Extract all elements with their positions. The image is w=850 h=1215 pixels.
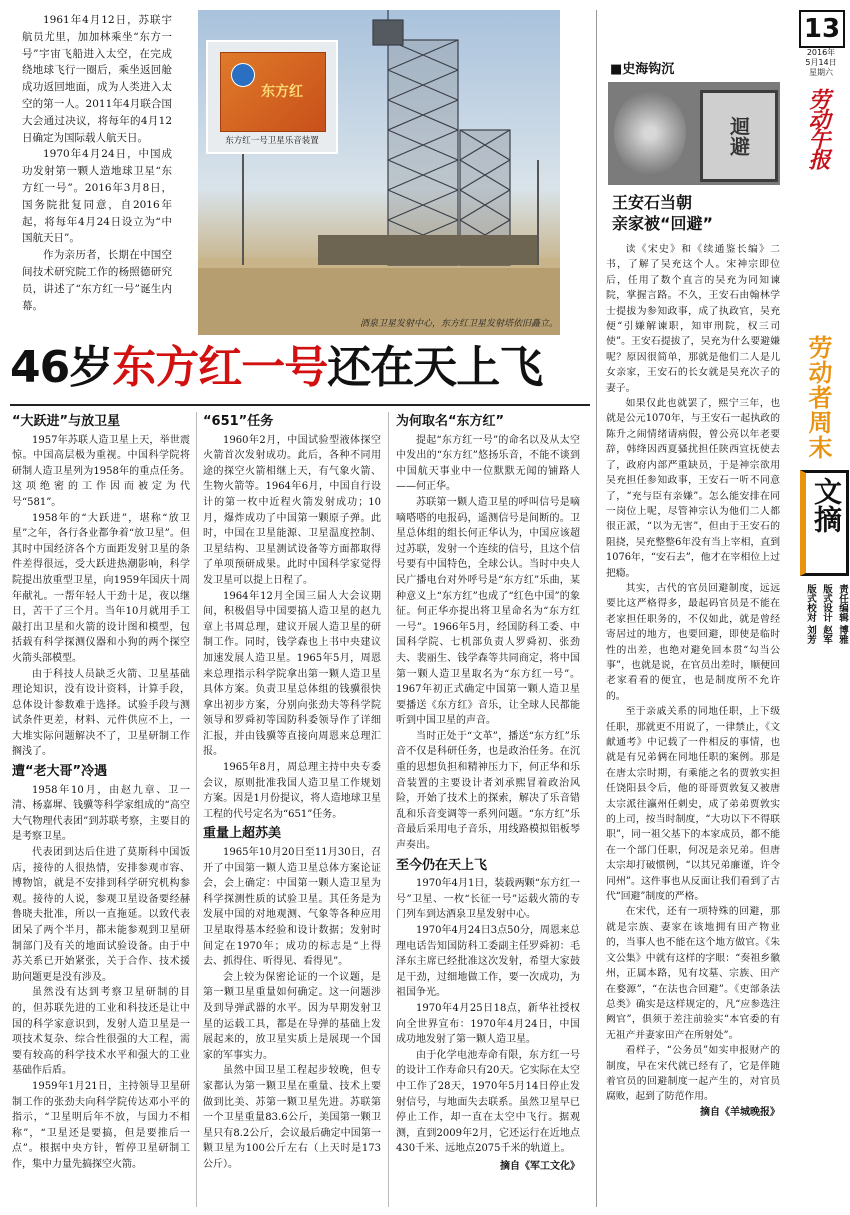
plaque-sign bbox=[700, 90, 778, 182]
paragraph: 读《宋史》和《续通鉴长编》二书，了解了吴充这个人。宋神宗即位后，任用了数个直言的吴充为同知谏院，掌握言路。不久，王安石由翰林学士提拔为参知政事，成了执政官，吴充便“引嫌解谏职，知审刑院，权三司使”。王安石提拔了，吴充为什么要避嫌呢？原因很简单，那就是他们二人是儿女亲家，王安石的长女就是吴充次子的妻子。 bbox=[606, 244, 780, 394]
photo-caption: 酒泉卫星发射中心，东方红卫星发射塔依旧矗立。 bbox=[359, 319, 558, 329]
paragraph: 1965年8月，周总理主持中央专委会议，原则批准我国人造卫星工作规划方案。因是1月份提议，将人造地球卫星工程的代号定名为“651”任务。 bbox=[203, 762, 381, 820]
paragraph: 1958年10月，由赵九章、卫一清、杨嘉墀、钱骥等科学家组成的“高空大气物理代表团”到苏联考察，主要目的是考察卫星。 bbox=[12, 784, 190, 843]
article-column-4 bbox=[606, 242, 780, 1120]
column-divider bbox=[388, 412, 389, 1207]
paragraph: 如果仅此也就罢了，熙宁三年，也就是公元1070年，与王安石一起执政的陈升之闹情绪请病假，曾公亮以年老要辞，韩绛因西夏骚扰担任陕西宣抚使去了，政府内部严重缺员，于是神宗欲用吴充担任参知政事，王安石一听不同意了，“充与臣有亲嫌”。怎么能安排在同一岗位上呢，尽管神宗认为他们二人都很正派，“以为无害”，但由于王安石的阻挠，吴充整整6年没有当上宰相，直到1076年，“安石去”，他才在宰相位上过把瘾。 bbox=[606, 398, 780, 579]
inset-caption: 东方红一号卫星乐音装置 bbox=[225, 136, 319, 146]
paragraph: 由于化学电池寿命有限，东方红一号的设计工作寿命只有20天。它实际在太空中工作了28天，1970年5月14日停止发射信号，与地面失去联系。虽然卫星早已停止工作，却一直在太空中飞行。据观测，直到2009年2月，它还运行在近地点430千米、远地点2075千米的轨道上。 bbox=[396, 1049, 580, 1155]
inset-photo bbox=[206, 40, 338, 154]
credit-line: 责任编辑 博雅 bbox=[837, 584, 848, 645]
music-device-box bbox=[220, 52, 326, 132]
headline-part: 46岁 bbox=[10, 342, 113, 393]
article-column-3 bbox=[396, 410, 580, 1175]
paragraph: 至于亲戚关系的同地任职，上下级任职，那就更不用说了，一律禁止，《文献通考》中记载了一件相反的事情，也就是有兄弟俩在同地任职的案例。那是在唐太宗时期，有乘能之名的贾敦实担任饶阳县令后，他的哥哥贾敦复又被唐太宗派往瀛州任刺史，成了弟弟贾敦实的上司，按当时制度，“大功以下不得联职”，同一祖父基下的本家成员，都不能在一个部门任职，何况是亲兄弟。但唐太宗却打破惯例，“以其兄弟廉谨，许令同州”。这件事也从反面让我们看到了古代“回避”制度的严格。 bbox=[606, 706, 780, 903]
section-sub: 文摘 bbox=[810, 477, 843, 533]
paragraph: 看样子，“公务员”如实申报财产的制度，早在宋代就已经有了，它是伴随着官员的回避制度一起产生的，对官员腐败，起到了防范作用。 bbox=[606, 1045, 780, 1103]
paragraph: 提起“东方红一号”的命名以及从太空中发出的“东方红”悠扬乐音，不能不谈到中国航天事业中一位默默无闻的铺路人——何正华。 bbox=[396, 434, 580, 493]
paragraph: 1964年12月全国三届人大会议期间，积极倡导中国要搞人造卫星的赵九章上书周总理，建议开展人造卫星的研制工作。同时，钱学森也上书中央建议加速发展人造卫星。1965年5月，周恩来总理指示科学院拿出第一颗人造卫星具体方案。负责卫星总体组的钱骥很快拿出初步方案，分别向张劲夫等科学院领导和罗舜初等国防科委领导作了详细汇报，并由钱骥等直接向周恩来总理汇报。 bbox=[203, 590, 381, 758]
paragraph: 1970年4月24日3点50分，周恩来总理电话告知国防科工委副主任罗舜初：毛泽东主席已经批准这次发射，希望大家鼓足干劲，过细地做工作，要一次成功，为祖国争光。 bbox=[396, 925, 580, 999]
paragraph: 当时正处于“文革”，播送“东方红”乐音不仅是科研任务，也是政治任务。在沉重的思想负担和精神压力下，何正华和乐音装置的主要设计者刘承熙冒着政治风险，开始了技术上的探索，解决了乐音错乱和乐音变调等一系列问题。“东方红”乐音最后采用电子音乐，用线路模拟铝板琴声奏出。 bbox=[396, 730, 580, 852]
intro-paragraph: 作为亲历者，长期在中国空间技术研究院工作的杨照德研究员，讲述了“东方红一号”诞生内幕。 bbox=[22, 249, 172, 312]
launch-tower-photo bbox=[198, 10, 560, 335]
subheading: 遭“老大哥”冷遇 bbox=[12, 764, 108, 780]
paragraph: 1958年的“大跃进”，堪称“放卫星”之年，各行各业都争着“放卫星”。但其时中国经济各个方面距发射卫星的条件差得很远，受大跃进热潮影响，科学院提出放重型卫星，向1959年国庆十周年献礼。一帮年轻人干劲十足，夜以继日，苦干了三个月。当年10月就用手工敲打出卫星和火箭的设计图和模型，包括载有科学探测仪器和小狗的两个探空火箭头部模型。 bbox=[12, 512, 190, 664]
article-column-2 bbox=[203, 410, 381, 1173]
credit-line: 版式校对 刘芳 bbox=[805, 584, 816, 645]
headline-part: 还在天上飞 bbox=[327, 342, 543, 393]
section-name: 劳动者周末 bbox=[804, 335, 832, 460]
column-divider bbox=[596, 10, 597, 1207]
paragraph: 1970年4月25日18点，新华社授权向全世界宣布：1970年4月24日，中国成功地发射了第一颗人造卫星。 bbox=[396, 1002, 580, 1046]
headline-rule bbox=[10, 404, 590, 406]
source-credit: 摘自《羊城晚报》 bbox=[700, 1106, 780, 1118]
page-number: 13 bbox=[799, 10, 845, 48]
paragraph: 虽然没有达到考察卫星研制的目的，但苏联先进的工业和科技还是让中国的科学家意识到，发射人造卫星是一项技术复杂、综合性很强的大工程，需要有较高的科学技术水平和强大的工业基础作后盾。 bbox=[12, 987, 190, 1077]
plaque-text: 迴避 bbox=[726, 116, 751, 156]
paragraph: 由于科技人员缺乏火箭、卫星基础理论知识，没有设计资料，计算手段，总体设计参数难于选择。试验手段与测试条件更差，材料、元件供应不上，一大堆实际问题解决不了，卫星研制工作搁浅了。 bbox=[12, 668, 190, 758]
section-sub-box bbox=[800, 470, 849, 576]
column-divider bbox=[196, 412, 197, 1207]
device-emblem-icon bbox=[231, 63, 255, 87]
subheading: 重量上超苏美 bbox=[203, 826, 282, 842]
paragraph: 1957年苏联人造卫星上天，举世震惊。中国高层极为重视。中国科学院将研制人造卫星列为1958年的重点任务。这项绝密的工作因而被定为代号“581”。 bbox=[12, 434, 190, 508]
date-weekday: 星期六 bbox=[809, 68, 833, 77]
newspaper-logo: 劳动午报 bbox=[805, 88, 831, 168]
credit-line: 版式设计 赵军 bbox=[821, 584, 832, 645]
subheading: “651”任务 bbox=[203, 414, 274, 429]
paragraph: 1970年4月1日，装载两颗“东方红一号”卫星、一枚“长征一号”运载火箭的专门列车到达酒泉卫星发射中心。 bbox=[396, 878, 580, 921]
article-column-1 bbox=[12, 410, 190, 1173]
issue-date bbox=[797, 48, 845, 78]
paragraph: 1965年10月20日至11月30日，召开了中国第一颗人造卫星总体方案论证会，会上确定：中国第一颗人造卫星为科学探测性质的试验卫星。其任务是为发展中国的对地观测、气象等各种应用卫星取得基本经验和设计数据；发射时间定在1970年；成功的标志是“上得去、抓得住、听得见、看得见”。 bbox=[203, 847, 381, 968]
date-day: 5月14日 bbox=[805, 58, 837, 67]
date-year: 2016年 bbox=[806, 48, 836, 57]
door-knocker-icon bbox=[614, 90, 686, 176]
plaque-photo bbox=[608, 82, 780, 185]
headline bbox=[10, 338, 590, 400]
paragraph: 1960年2月，中国试验型液体探空火箭首次发射成功。此后，各种不同用途的探空火箭相继上天，有气象火箭、生物火箭等。1964年6月，中国自行设计的第一枚中近程火箭发射成功；10月，爆炸成功了中国第一颗原子弹。此时，中国在卫星能源、卫星温度控制、卫星结构、卫星测试设备等方面都取得了单项预研成果。此时中国科学家觉得发卫星可以提上日程了。 bbox=[203, 434, 381, 586]
intro-paragraph: 1961年4月12日，苏联宇航员尤里，加加林乘坐“东方一号”宇宙飞船进入太空，在完成绕地球飞行一圈后，乘坐返回舱成功返回地面，成为人类进入太空的第一人。2011年4月联合国大会通过决议，将每年的4月12日确定为国际载人航天日。 bbox=[22, 14, 172, 144]
story-title-line: 王安石当朝 bbox=[612, 193, 693, 212]
subheading: “大跃进”与放卫星 bbox=[12, 414, 121, 429]
paragraph: 1959年1月21日，主持领导卫星研制工作的张劲夫向科学院传达邓小平的指示，“卫星明后年不放，与国力不相称”，“卫星还是要搞，但是要推后一点”。根据中央方针，暂停卫星研制工作，集中力量先搞探空火箭。 bbox=[12, 1080, 190, 1170]
masthead-strip bbox=[795, 0, 850, 1215]
intro-text bbox=[22, 12, 172, 314]
paragraph: 其实，古代的官员回避制度，远远要比这严格得多，最起码官员是不能在老家担任职务的，不仅如此，就是曾经寄居过的地方，也要回避，即使是临时性的出差，也绝对避免回本贯“勾当公事”，也就是说，在官员出差时，顺便回老家看看的便宜，也是制度所不允许的。 bbox=[606, 582, 780, 702]
paragraph: 会上较为保密论证的一个议题，是第一颗卫星重量如何确定。这一问题涉及到导弹武器的水平。因为早期发射卫星的运载工具，都是在导弹的基础上发展起来的，放卫星实质上是展现一个国家的军事实力。 bbox=[203, 971, 381, 1061]
paragraph: 虽然中国卫星工程起步较晚，但专家都认为第一颗卫星在重量、技术上要做到比美、苏第一颗卫星先进。苏联第一个卫星重量83.6公斤，美国第一颗卫星只有8.2公斤，会议最后确定中国第一颗卫星为100公斤左右（上天时是173公斤）。 bbox=[203, 1065, 381, 1170]
inset-device-text: 东方红 bbox=[261, 84, 303, 100]
section-tag: ■史海钩沉 bbox=[610, 62, 675, 77]
credits bbox=[803, 584, 849, 674]
paragraph: 在宋代，还有一项特殊的回避，那就是宗族、妻家在该地拥有田产物业的，当事人也不能在这个地方做官。《朱文公集》中就有这样的字眼：“奏祖乡徽州，正属本路，见有坟墓、宗族、田产在婺源”，“在法也合回避”。《吏部条法总类》确实是这样规定的，凡“应参选注阙官”，俱须于差注前验实“本官委的有无祖产并妻家田产在所射处”。 bbox=[606, 906, 780, 1041]
headline-highlight: 东方红一号 bbox=[112, 342, 328, 393]
story-title bbox=[612, 192, 787, 234]
paragraph: 代表团到达后住进了莫斯科中国饭店，接待的人很热情，安排参观市容、博物馆，就是不安排到科学研究机构参观。接待的人说，参观卫星设备要经赫鲁晓夫批准，所以一直拖延。以致代表团呆了两个半月，都未能参观到卫星研制部门及有关的地面试验设备。由于中苏关系已开始紧张，关于合作、技术援助问题更是没有涉及。 bbox=[12, 847, 190, 983]
intro-paragraph: 1970年4月24日，中国成功发射第一颗人造地球卫星“东方红一号”。2016年3月8日，国务院批复同意，自2016年起，将每年4月24日设立为“中国航天日”。 bbox=[22, 148, 172, 245]
source-credit: 摘自《军工文化》 bbox=[500, 1160, 580, 1172]
story-title-line: 亲家被“回避” bbox=[612, 214, 714, 233]
subheading: 为何取名“东方红” bbox=[396, 414, 505, 429]
subheading: 至今仍在天上飞 bbox=[396, 857, 488, 873]
paragraph: 苏联第一颗人造卫星的呼叫信号是嘀嘀嗒嗒的电报码，遥测信号是间断的。卫星总体组的组长何正华认为，中国应该超过苏联，发射一个连续的信号，且这个信号要有中国特色，全球公认。当时中央人民广播电台对外呼号是“东方红”乐曲，某种意义上“东方红”也成了“红色中国”的象征。何正华亦提出将卫星命名为“东方红一号”。1966年5月，经国防科工委、中国科学院、七机部负责人罗舜初、张劲夫、裴丽生、钱学森等共同商定，将中国第一颗人造卫星取名为“东方红一号”。1967年初正式确定中国第一颗人造卫星要播送《东方红》音乐，让全球人民都能听到中国卫星的声音。 bbox=[396, 496, 580, 727]
